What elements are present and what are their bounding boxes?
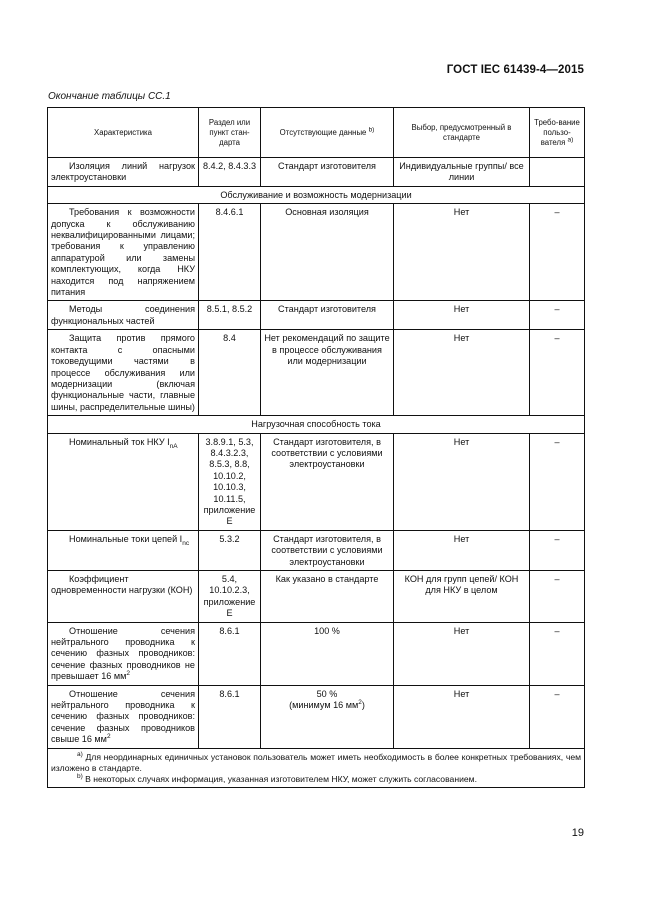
table-row <box>48 622 585 685</box>
cell-user-requirement: – <box>530 622 585 685</box>
cell-user-requirement: – <box>530 301 585 330</box>
header-choice: Выбор, предусмотренный в стандарте <box>394 108 530 158</box>
cell-characteristic: Коэффициент одновременности нагрузки (КОН) <box>48 571 199 623</box>
cell-section: 8.4.6.1 <box>199 204 261 301</box>
cell-section: 8.4 <box>199 330 261 416</box>
cell-default: Стандарт изготовителя <box>261 158 394 187</box>
cell-default: Стандарт изготовителя, в соответствии с условиями электроустановки <box>261 530 394 570</box>
cell-section: 8.6.1 <box>199 622 261 685</box>
table-row <box>48 204 585 301</box>
cell-default: 50 % (минимум 16 $мм^2$) <box>261 685 394 748</box>
table-caption: Окончание таблицы СС.1 <box>48 91 171 102</box>
cell-choice: КОН для групп цепей/ КОН для НКУ в целом <box>394 571 530 623</box>
cell-choice: Нет <box>394 433 530 530</box>
cell-characteristic: Номинальный ток НКУ $I_{nA}$ <box>48 433 199 530</box>
cell-choice: Нет <box>394 204 530 301</box>
cell-choice: Нет <box>394 530 530 570</box>
cell-characteristic: Отношение сечения нейтрального проводника к сечению фазных проводников: сечение фазных проводников не превышает 16 $мм^2$ <box>48 622 199 685</box>
cell-section: 5.4, 10.10.2.3, приложение E <box>199 571 261 623</box>
header-section: Раздел или пункт стан-дарта <box>199 108 261 158</box>
footnote-b: $^{b)}$ В некоторых случаях информация, указанная изготовителем НКУ, может служить согласованием. <box>77 772 477 784</box>
cell-user-requirement: – <box>530 571 585 623</box>
footnotes <box>48 748 585 787</box>
cell-section: 3.8.9.1, 5.3, 8.4.3.2.3, 8.5.3, 8.8, 10.10.2, 10.10.3, 10.11.5, приложение E <box>199 433 261 530</box>
cell-section: 8.4.2, 8.4.3.3 <box>199 158 261 187</box>
section-row <box>48 416 585 433</box>
table-row <box>48 330 585 416</box>
table-row <box>48 301 585 330</box>
cell-characteristic: Методы соединения функциональных частей <box>48 301 199 330</box>
table-row <box>48 433 585 530</box>
cell-choice: Нет <box>394 685 530 748</box>
requirements-table <box>47 107 585 788</box>
table-header-row <box>48 108 585 158</box>
cell-user-requirement: – <box>530 685 585 748</box>
cell-choice: Нет <box>394 301 530 330</box>
cell-characteristic: Изоляция линий нагрузок электроустановки <box>48 158 199 187</box>
header-user-requirement: Требо-вание пользо-вателя $^{a)}$ <box>530 108 585 158</box>
cell-user-requirement <box>530 158 585 187</box>
table-row <box>48 158 585 187</box>
cell-choice: Нет <box>394 330 530 416</box>
table-row <box>48 571 585 623</box>
footnotes-row <box>48 748 585 787</box>
cell-default: 100 % <box>261 622 394 685</box>
cell-choice: Индивидуальные группы/ все линии <box>394 158 530 187</box>
cell-user-requirement: – <box>530 204 585 301</box>
section-title: Нагрузочная способность тока <box>48 416 585 433</box>
page-number: 19 <box>571 827 584 839</box>
document-code: ГОСТ IEC 61439-4—2015 <box>446 64 584 76</box>
cell-section: 5.3.2 <box>199 530 261 570</box>
section-row <box>48 186 585 203</box>
cell-section: 8.5.1, 8.5.2 <box>199 301 261 330</box>
cell-default: Как указано в стандарте <box>261 571 394 623</box>
header-characteristic: Характеристика <box>48 108 199 158</box>
cell-default: Стандарт изготовителя <box>261 301 394 330</box>
cell-choice: Нет <box>394 622 530 685</box>
header-default: Отсутствующие данные $^{b)}$ <box>261 108 394 158</box>
footnote-a: $^{a)}$ Для неординарных единичных установок пользователь может иметь необходимость в более конкретных требованиях, чем изложено в стандарте. <box>51 750 582 773</box>
cell-characteristic: Требования к возможности допуска к обслуживанию неквалифицированными лицами; требования к управлению аппаратурой или замены комплектующих, когда НКУ находится под напряжением питания <box>48 204 199 301</box>
table-row <box>48 530 585 570</box>
cell-default: Нет рекомендаций по защите в процессе обслуживания или модернизации <box>261 330 394 416</box>
cell-user-requirement: – <box>530 530 585 570</box>
cell-characteristic: Номинальные токи цепей $I_{nc}$ <box>48 530 199 570</box>
cell-default: Стандарт изготовителя, в соответствии с условиями электроустановки <box>261 433 394 530</box>
cell-section: 8.6.1 <box>199 685 261 748</box>
cell-user-requirement: – <box>530 433 585 530</box>
section-title: Обслуживание и возможность модернизации <box>48 186 585 203</box>
cell-default: Основная изоляция <box>261 204 394 301</box>
cell-characteristic: Защита против прямого контакта с опасными токоведущими частями в процессе обслуживания или модернизации (включая функциональные части, главные шины, распределительные шины) <box>48 330 199 416</box>
table-row <box>48 685 585 748</box>
cell-characteristic: Отношение сечения нейтрального проводника к сечению фазных проводников: сечение фазных проводников свыше 16 $мм^2$ <box>48 685 199 748</box>
cell-user-requirement: – <box>530 330 585 416</box>
